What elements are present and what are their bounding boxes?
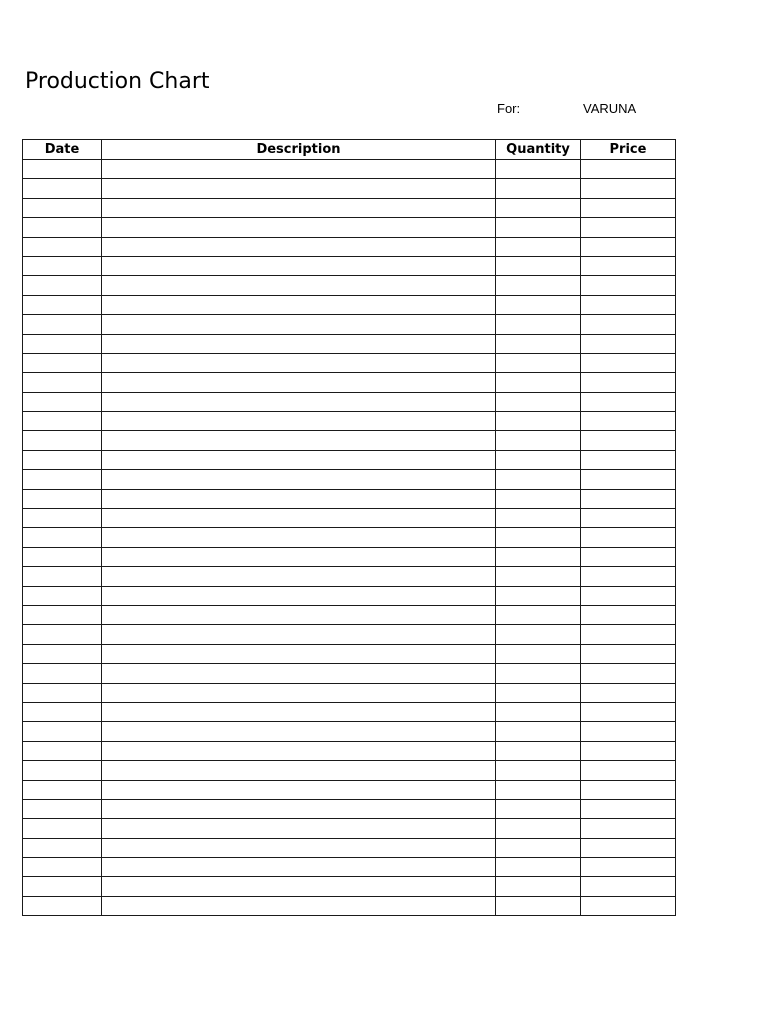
- quantity-cell: [496, 702, 581, 721]
- table-row: [23, 256, 676, 275]
- date-cell: [23, 412, 102, 431]
- quantity-cell: [496, 761, 581, 780]
- quantity-cell: [496, 838, 581, 857]
- date-cell: [23, 664, 102, 683]
- date-cell: [23, 450, 102, 469]
- description-cell: [102, 722, 496, 741]
- quantity-cell: [496, 295, 581, 314]
- date-cell: [23, 567, 102, 586]
- table-row: [23, 702, 676, 721]
- quantity-cell: [496, 509, 581, 528]
- description-cell: [102, 431, 496, 450]
- quantity-cell: [496, 315, 581, 334]
- date-cell: [23, 256, 102, 275]
- table-row: [23, 392, 676, 411]
- table-row: [23, 586, 676, 605]
- table-row: [23, 858, 676, 877]
- table-row: [23, 198, 676, 217]
- price-cell: [581, 702, 676, 721]
- date-cell: [23, 702, 102, 721]
- date-cell: [23, 218, 102, 237]
- production-table: [22, 139, 676, 916]
- quantity-cell: [496, 160, 581, 179]
- quantity-cell: [496, 198, 581, 217]
- date-cell: [23, 683, 102, 702]
- quantity-cell: [496, 683, 581, 702]
- date-cell: [23, 528, 102, 547]
- price-cell: [581, 644, 676, 663]
- price-cell: [581, 353, 676, 372]
- table-row: [23, 644, 676, 663]
- quantity-cell: [496, 664, 581, 683]
- table-row: [23, 315, 676, 334]
- price-cell: [581, 198, 676, 217]
- description-cell: [102, 295, 496, 314]
- price-cell: [581, 315, 676, 334]
- column-header-description: Description: [102, 140, 496, 160]
- price-cell: [581, 489, 676, 508]
- table-row: [23, 489, 676, 508]
- description-cell: [102, 315, 496, 334]
- table-row: [23, 838, 676, 857]
- price-cell: [581, 664, 676, 683]
- date-cell: [23, 780, 102, 799]
- description-cell: [102, 392, 496, 411]
- price-cell: [581, 858, 676, 877]
- date-cell: [23, 509, 102, 528]
- price-cell: [581, 256, 676, 275]
- description-cell: [102, 218, 496, 237]
- description-cell: [102, 625, 496, 644]
- date-cell: [23, 547, 102, 566]
- price-cell: [581, 509, 676, 528]
- description-cell: [102, 702, 496, 721]
- quantity-cell: [496, 470, 581, 489]
- date-cell: [23, 160, 102, 179]
- description-cell: [102, 838, 496, 857]
- table-row: [23, 683, 676, 702]
- table-body: [23, 160, 676, 916]
- price-cell: [581, 547, 676, 566]
- quantity-cell: [496, 431, 581, 450]
- column-header-price: Price: [581, 140, 676, 160]
- price-cell: [581, 819, 676, 838]
- quantity-cell: [496, 799, 581, 818]
- quantity-cell: [496, 373, 581, 392]
- table-row: [23, 431, 676, 450]
- table-row: [23, 780, 676, 799]
- price-cell: [581, 373, 676, 392]
- quantity-cell: [496, 567, 581, 586]
- quantity-cell: [496, 547, 581, 566]
- quantity-cell: [496, 179, 581, 198]
- description-cell: [102, 761, 496, 780]
- quantity-cell: [496, 392, 581, 411]
- date-cell: [23, 838, 102, 857]
- description-cell: [102, 470, 496, 489]
- date-cell: [23, 489, 102, 508]
- description-cell: [102, 567, 496, 586]
- price-cell: [581, 295, 676, 314]
- quantity-cell: [496, 644, 581, 663]
- description-cell: [102, 586, 496, 605]
- date-cell: [23, 179, 102, 198]
- description-cell: [102, 858, 496, 877]
- quantity-cell: [496, 450, 581, 469]
- price-cell: [581, 722, 676, 741]
- date-cell: [23, 470, 102, 489]
- price-cell: [581, 276, 676, 295]
- date-cell: [23, 896, 102, 915]
- for-label: For:: [497, 101, 521, 116]
- date-cell: [23, 431, 102, 450]
- price-cell: [581, 567, 676, 586]
- table-row: [23, 179, 676, 198]
- price-cell: [581, 838, 676, 857]
- quantity-cell: [496, 896, 581, 915]
- date-cell: [23, 295, 102, 314]
- table-row: [23, 547, 676, 566]
- table-row: [23, 218, 676, 237]
- quantity-cell: [496, 489, 581, 508]
- table-row: [23, 450, 676, 469]
- description-cell: [102, 605, 496, 624]
- price-cell: [581, 160, 676, 179]
- table-row: [23, 276, 676, 295]
- price-cell: [581, 586, 676, 605]
- description-cell: [102, 198, 496, 217]
- page-title: Production Chart: [25, 69, 210, 94]
- date-cell: [23, 761, 102, 780]
- price-cell: [581, 780, 676, 799]
- price-cell: [581, 237, 676, 256]
- quantity-cell: [496, 819, 581, 838]
- date-cell: [23, 605, 102, 624]
- price-cell: [581, 392, 676, 411]
- table-row: [23, 528, 676, 547]
- price-cell: [581, 605, 676, 624]
- table-row: [23, 741, 676, 760]
- date-cell: [23, 353, 102, 372]
- date-cell: [23, 315, 102, 334]
- table-row: [23, 664, 676, 683]
- description-cell: [102, 799, 496, 818]
- table-row: [23, 722, 676, 741]
- date-cell: [23, 858, 102, 877]
- quantity-cell: [496, 780, 581, 799]
- description-cell: [102, 179, 496, 198]
- description-cell: [102, 780, 496, 799]
- quantity-cell: [496, 605, 581, 624]
- table-row: [23, 412, 676, 431]
- price-cell: [581, 741, 676, 760]
- description-cell: [102, 547, 496, 566]
- quantity-cell: [496, 858, 581, 877]
- description-cell: [102, 256, 496, 275]
- description-cell: [102, 819, 496, 838]
- price-cell: [581, 896, 676, 915]
- description-cell: [102, 683, 496, 702]
- date-cell: [23, 237, 102, 256]
- price-cell: [581, 179, 676, 198]
- description-cell: [102, 412, 496, 431]
- table-row: [23, 470, 676, 489]
- quantity-cell: [496, 218, 581, 237]
- date-cell: [23, 819, 102, 838]
- description-cell: [102, 334, 496, 353]
- quantity-cell: [496, 334, 581, 353]
- description-cell: [102, 741, 496, 760]
- table-row: [23, 509, 676, 528]
- quantity-cell: [496, 722, 581, 741]
- quantity-cell: [496, 276, 581, 295]
- price-cell: [581, 431, 676, 450]
- table-row: [23, 819, 676, 838]
- table-row: [23, 799, 676, 818]
- date-cell: [23, 644, 102, 663]
- date-cell: [23, 276, 102, 295]
- description-cell: [102, 877, 496, 896]
- description-cell: [102, 353, 496, 372]
- quantity-cell: [496, 256, 581, 275]
- price-cell: [581, 625, 676, 644]
- date-cell: [23, 198, 102, 217]
- price-cell: [581, 877, 676, 896]
- table-row: [23, 877, 676, 896]
- table-row: [23, 567, 676, 586]
- table-header-row: [23, 140, 676, 160]
- date-cell: [23, 877, 102, 896]
- price-cell: [581, 761, 676, 780]
- for-value: VARUNA: [583, 101, 637, 116]
- table-row: [23, 295, 676, 314]
- table-row: [23, 160, 676, 179]
- table-row: [23, 761, 676, 780]
- quantity-cell: [496, 586, 581, 605]
- description-cell: [102, 276, 496, 295]
- price-cell: [581, 218, 676, 237]
- table-row: [23, 605, 676, 624]
- date-cell: [23, 392, 102, 411]
- description-cell: [102, 450, 496, 469]
- date-cell: [23, 586, 102, 605]
- description-cell: [102, 160, 496, 179]
- quantity-cell: [496, 353, 581, 372]
- table-row: [23, 896, 676, 915]
- description-cell: [102, 509, 496, 528]
- date-cell: [23, 625, 102, 644]
- table-row: [23, 353, 676, 372]
- price-cell: [581, 799, 676, 818]
- date-cell: [23, 373, 102, 392]
- table-row: [23, 237, 676, 256]
- quantity-cell: [496, 237, 581, 256]
- quantity-cell: [496, 625, 581, 644]
- description-cell: [102, 489, 496, 508]
- date-cell: [23, 799, 102, 818]
- quantity-cell: [496, 528, 581, 547]
- column-header-quantity: Quantity: [496, 140, 581, 160]
- date-cell: [23, 741, 102, 760]
- price-cell: [581, 470, 676, 489]
- table-row: [23, 373, 676, 392]
- column-header-date: Date: [23, 140, 102, 160]
- price-cell: [581, 683, 676, 702]
- price-cell: [581, 450, 676, 469]
- description-cell: [102, 664, 496, 683]
- price-cell: [581, 528, 676, 547]
- date-cell: [23, 722, 102, 741]
- quantity-cell: [496, 741, 581, 760]
- description-cell: [102, 237, 496, 256]
- description-cell: [102, 373, 496, 392]
- table-row: [23, 625, 676, 644]
- description-cell: [102, 644, 496, 663]
- description-cell: [102, 896, 496, 915]
- price-cell: [581, 334, 676, 353]
- price-cell: [581, 412, 676, 431]
- quantity-cell: [496, 877, 581, 896]
- quantity-cell: [496, 412, 581, 431]
- table-row: [23, 334, 676, 353]
- date-cell: [23, 334, 102, 353]
- description-cell: [102, 528, 496, 547]
